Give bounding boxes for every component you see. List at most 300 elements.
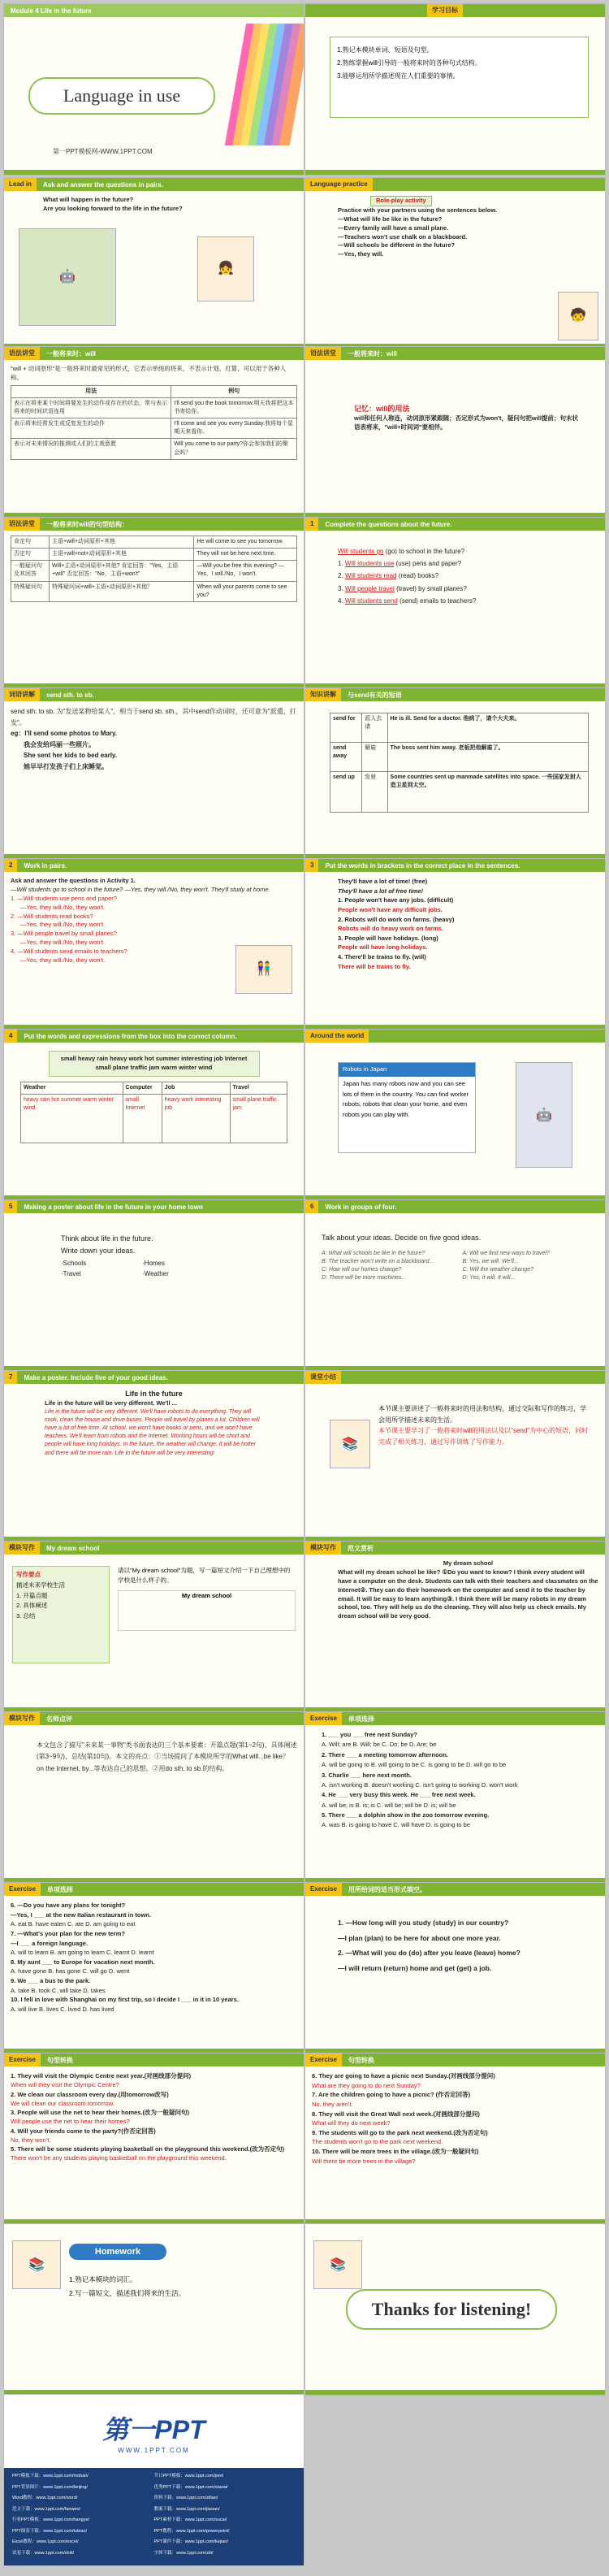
slide-heading: Make a poster. Include five of your good ideas.	[24, 1373, 168, 1381]
table-cell: send for	[330, 713, 362, 743]
table-cell: When will your parents come to see you?	[194, 581, 297, 601]
example: —Will students go to school in the future? —Yes, they will./No, they won't. They'll study at home.	[11, 885, 270, 893]
instruction: Ask and answer the questions in Activity 1.	[11, 877, 136, 884]
question-line: 5. There ___ a dolphin show in the zoo tomorrow evening.	[322, 1811, 490, 1819]
section-tag: 课堂小结	[305, 1371, 341, 1384]
answer-line: Will there be more trees in the village?	[312, 2157, 416, 2165]
idea-item: ·Schools	[61, 1259, 87, 1267]
options-line: A. take B. took C. will take D. takes	[11, 1986, 106, 1994]
example-line: 她早早打发孩子们上床睡觉。	[24, 762, 108, 770]
example-line: She sent her kids to bed early.	[24, 752, 117, 760]
question-line: 7. Are the children going to have a picnic? (作否定回答)	[312, 2091, 471, 2099]
table-cell: send up	[330, 772, 362, 813]
dialogue-grid	[322, 1250, 598, 1283]
summary-highlight: 本节课主要学习了一般将来时will的用法以及以"send"为中心的短语，同时完成了相关练习，通过写作训练了写作能力。	[378, 1427, 589, 1446]
usage-table	[11, 385, 297, 460]
link-item[interactable]: PPT教程：www.1ppt.com/powerpoint/	[153, 2528, 230, 2534]
slide-body	[11, 2071, 297, 2216]
idea-item: ·Travel	[61, 1270, 81, 1278]
answer-line: No, they won't.	[11, 2136, 51, 2144]
section-tag: 词语讲解	[4, 688, 40, 701]
table-cell: 主语+will+not+动词原形+其他	[50, 549, 194, 561]
slide-18	[304, 1370, 606, 1542]
slide-bar	[305, 2053, 605, 2066]
slide-4	[304, 177, 606, 349]
slide-bar	[305, 347, 605, 360]
slide-8	[304, 517, 606, 689]
question-line: 1. ___ you ___ free next Sunday?	[322, 1731, 417, 1738]
slide-heading: Complete the questions about the future.	[325, 520, 452, 528]
poster-text: Life in the future will be very different. We'll have robots to do everything. They will cook, clean the house and drive buses. People will travel by planes a lot. Children will have a lot of free time. At school, we won't have books or pens, and we won't have teachers. We'll learn from robots and the Internet. Working hours will be short and people will have long holidays. In the future, the weather will change. It will be hotter and there will be more rain. Life in the future will be very interesting!	[45, 1408, 260, 1456]
table-cell: He is ill. Send for a doctor. 他病了，请个大夫来。	[387, 713, 588, 743]
summary-box	[378, 1403, 589, 1447]
slide-14	[304, 1029, 606, 1201]
section-tag: 7	[4, 1371, 17, 1384]
slide-body	[338, 196, 598, 340]
slide-19	[3, 1541, 304, 1713]
item-line: 2. Robots will do work on farms. (heavy)	[338, 915, 455, 923]
robots-title: Robots in Japan	[339, 1063, 475, 1077]
table-cell: —Will you be free this evening? —Yes，I will./No，I won't.	[194, 561, 297, 581]
slide-bar	[4, 2053, 304, 2066]
slide-26	[304, 2053, 606, 2225]
section-tag: 2	[4, 859, 17, 872]
link-item[interactable]: 范文下载：www.1ppt.com/fanwen/	[12, 2506, 81, 2512]
link-item[interactable]: 节日PPT模板：www.1ppt.com/jieri/	[153, 2474, 224, 2478]
slide-heading: 范文赏析	[348, 1544, 374, 1552]
robot-image: 🤖	[516, 1062, 572, 1168]
answer-line: 2. —Will students read books?	[11, 912, 93, 920]
slide-24	[304, 1882, 606, 2054]
slide-body	[330, 713, 589, 851]
link-item[interactable]: PPT模板下载：www.1ppt.com/moban/	[12, 2474, 89, 2478]
answer-line: We will clean our classroom tomorrow.	[11, 2099, 114, 2107]
slide-25	[3, 2053, 304, 2225]
example-line: 我会发给玛丽一些照片。	[24, 740, 95, 748]
table-cell: 解雇	[362, 743, 387, 772]
table-cell: heavy work interesting job	[162, 1094, 230, 1143]
section-tag: Exercise	[305, 2053, 342, 2066]
logo-text: 第一PPT	[102, 2414, 205, 2444]
exercise-line: —I will return (return) home and get (get) a job.	[338, 1964, 492, 1973]
slide-23	[3, 1882, 304, 2054]
phrase-table	[330, 713, 589, 813]
answer-line: There won't be any students playing basketball on the playground this weekend.	[11, 2154, 227, 2162]
section-tag: Lead in	[4, 178, 37, 191]
dialogue-line: —What will life be like in the future?	[338, 215, 443, 223]
slide-bar	[305, 178, 605, 191]
slide-body	[20, 1047, 287, 1192]
slide-heading: 句型转换	[348, 2056, 374, 2064]
table-row	[11, 418, 297, 439]
instruction: Talk about your ideas. Decide on five good ideas.	[322, 1234, 482, 1242]
idea-item: ·Weather	[142, 1270, 169, 1278]
table-header: Computer	[123, 1082, 162, 1094]
slide-22	[304, 1711, 606, 1884]
writing-task	[118, 1566, 296, 1631]
question-line: 8. My aunt ___ to Europe for vacation next month.	[11, 1958, 155, 1966]
slide-bar	[305, 1200, 605, 1213]
link-item[interactable]: 资料下载：www.1ppt.com/ziliao/	[153, 2496, 218, 2500]
table-row	[11, 536, 297, 549]
table-cell: 派人去请	[362, 713, 387, 743]
answer-line: The students won't go to the park next weekend.	[312, 2138, 443, 2146]
answer-line: 1. —Will students use pens and paper?	[11, 894, 117, 902]
answer-line: 2. Will students read (read) books?	[338, 572, 439, 580]
link-item[interactable]: Word教程：www.1ppt.com/word/	[12, 2496, 78, 2500]
table-cell: I'll send you the book tomorrow.明天我将把这本书寄给你。	[171, 397, 297, 418]
answer: Will students go	[338, 548, 384, 555]
section-tag: Exercise	[305, 1883, 342, 1896]
answer-line: What will they do next week?	[312, 2119, 391, 2127]
question-text: (use) pens and paper?	[395, 560, 462, 568]
slide-heading: 与send有关的短语	[348, 691, 402, 699]
thanks-text: Thanks for listening!	[371, 2299, 532, 2319]
exercise-line: 2. —What will you do (do) after you leave (leave) home?	[338, 1949, 520, 1958]
options-line: A. Will; are B. Will; be C. Do; be D. Are; be	[322, 1741, 437, 1749]
question-line: 6. They are going to have a picnic next Sunday.(对画线部分提问)	[312, 2072, 495, 2079]
slide-body	[338, 545, 598, 680]
slide-heading: Work in groups of four.	[325, 1203, 397, 1211]
slide-heading: 句型转换	[46, 2056, 73, 2064]
books-image: 📚	[313, 2240, 362, 2289]
memory-title: 记忆：will的用法	[354, 405, 410, 413]
objective-item: 3.能够运用所学描述现在人们重要的事情。	[337, 72, 460, 80]
answer: Will students read	[344, 572, 397, 580]
table-cell: 一般疑问句及其回答	[11, 561, 50, 581]
slide-heading: 单项选择	[46, 1885, 73, 1893]
section-tag: 4	[4, 1030, 17, 1043]
question-line: 10. I fell in love with Shanghai on my first trip, so I decide I ___ in it in 10 years.	[11, 1996, 239, 2004]
answer-line: —Yes, they will./No, they won't.	[20, 921, 106, 929]
dialogue-line: C: How will our homes change?	[322, 1267, 402, 1273]
slide-footer	[4, 170, 304, 175]
answer-line: People will have long holidays.	[338, 943, 428, 952]
slide-body	[45, 1389, 263, 1533]
slide-heading: Ask and answer the questions in pairs.	[43, 180, 164, 189]
section-tag: Language practice	[305, 178, 373, 191]
slide-28	[304, 2223, 606, 2396]
slide-heading: 用所给词的适当形式填空。	[348, 1885, 426, 1893]
section-tag: 语法讲堂	[305, 347, 341, 360]
question-line: 4. Will your friends come to the party?(作否定回答)	[11, 2127, 156, 2135]
dialogue-line: D: Yes, it will. It will...	[462, 1275, 516, 1281]
section-tag: 知识讲解	[305, 688, 341, 701]
question-line: 2. We clean our classroom every day.(用tomorrow改写)	[11, 2090, 169, 2098]
slide-13	[3, 1029, 304, 1201]
essay-text: What will my dream school be like? ①Do you want to know? I think every student will have a computer on the desk. Students can talk with their teachers and classmates on the Internet②. They can do their homework on the computer and send it to the teacher by email. It will be easy to learn anything③. I think there will be many robots in my dream school, too. They will help us do the cleaning. They will also help us check emails. My dream school will be very good.	[338, 1568, 598, 1620]
table-row	[11, 581, 297, 601]
point-item: 1. 开篇点题	[16, 1591, 48, 1599]
table-header: 用法	[11, 385, 171, 397]
dialogue-line: —Will schools be different in the future?	[338, 241, 456, 249]
options-line: A. will be going to B. will going to be C. is going to be D. will go to be	[322, 1761, 507, 1769]
link-item[interactable]: 优秀PPT下载：www.1ppt.com/xiazai/	[153, 2484, 228, 2490]
slide-bar	[4, 1030, 304, 1043]
exercise-line: 1. —How long will you study (study) in our country?	[338, 1919, 509, 1927]
example-line: eg：I'll send some photos to Mary.	[11, 730, 118, 738]
table-cell: I'll come and see you every Sunday.我将每个星期天来看你。	[171, 418, 297, 439]
slide-bar	[4, 688, 304, 701]
thanks-box	[346, 2289, 557, 2330]
robots-box	[338, 1062, 476, 1153]
structure-table	[11, 536, 297, 602]
question-line: 2. There ___ a meeting tomorrow afternoon.	[322, 1750, 448, 1759]
links-panel	[4, 2468, 304, 2565]
table-row	[11, 561, 297, 581]
slide-bar	[305, 1712, 605, 1725]
item-line: 4. There'll be trains to fly. (will)	[338, 953, 426, 961]
link-item[interactable]: Excel教程：www.1ppt.com/excel/	[12, 2539, 79, 2544]
slide-27	[3, 2223, 304, 2396]
table-cell: 特殊疑问词+will+主语+动词原形+其他？	[50, 581, 194, 601]
slide-body	[61, 1233, 297, 1363]
table-cell: They will not be here next time.	[194, 549, 297, 561]
table-header: Weather	[21, 1082, 123, 1094]
question-line: 3. Charlie ___ here next month.	[322, 1771, 412, 1779]
question-text: (read) books?	[398, 572, 439, 580]
slide-heading: 单项选择	[348, 1715, 374, 1723]
table-cell: Some countries sent up manmade satellites into space. 一些国家发射人造卫星到太空。	[387, 772, 588, 813]
section-tag: 1	[305, 518, 318, 531]
link-item[interactable]: 试卷下载：www.1ppt.com/shiti/	[12, 2550, 75, 2556]
title-box	[28, 77, 215, 115]
question-line: 3. People will use the net to hear their homes.(改为一般疑问句)	[11, 2109, 190, 2116]
answer-line: No, they aren't.	[312, 2100, 353, 2108]
slide-bar	[4, 1712, 304, 1725]
table-header: Travel	[230, 1082, 287, 1094]
table-cell: small Internet	[123, 1094, 162, 1143]
link-item[interactable]: 教案下载：www.1ppt.com/jiaoan/	[153, 2506, 220, 2512]
slide-10	[304, 687, 606, 860]
slide-body	[11, 706, 297, 851]
answer: Will people travel	[344, 584, 395, 592]
slide-body	[338, 877, 598, 1021]
slide-bar	[4, 1371, 304, 1384]
slide-body	[11, 877, 297, 1021]
dialogue-line: —Teachers won't use chalk on a blackboard.	[338, 232, 468, 241]
dialogue-line: —Yes, they will.	[338, 250, 384, 258]
section-tag: 模块写作	[305, 1542, 341, 1555]
slide-body	[11, 365, 297, 510]
table-row	[21, 1094, 287, 1143]
slide-bar	[305, 1371, 605, 1384]
slide-11	[3, 858, 304, 1030]
question-line: 8. They will visit the Great Wall next week.(对画线部分提问)	[312, 2110, 480, 2118]
question-line: 4. He ___ very busy this week. He ___ free next week.	[322, 1791, 476, 1799]
table-row	[11, 439, 297, 459]
options-line: A. will to learn B. am going to learn C. learnt D. learnt	[11, 1949, 154, 1957]
table-row	[11, 397, 297, 418]
answer-line: —Yes, they will./No, they won't.	[20, 903, 106, 911]
slide-bar	[4, 518, 304, 531]
slide-9	[3, 687, 304, 860]
slide-body	[11, 1901, 297, 2045]
slide-15	[3, 1199, 304, 1372]
question-line: 7. —What's your plan for the new term?	[11, 1929, 125, 1937]
slide-bar	[305, 688, 605, 701]
essay-title: My dream school	[443, 1559, 494, 1567]
question-line: 9. We ___ a bus to the park.	[11, 1977, 91, 1984]
slide-heading: 一般将来时：will	[348, 349, 397, 358]
table-cell: 表示在将来某个时间将要发生的动作或存在的状态，常与表示将来的时间状语连用	[11, 397, 171, 418]
section-tag: 6	[305, 1200, 318, 1213]
intro-text: Practice with your partners using the sentences below.	[338, 206, 498, 214]
answer-line: When will they visit the Olympic Centre?	[11, 2081, 119, 2089]
answer: Will students use	[344, 560, 395, 568]
homework-banner: Homework	[69, 2244, 166, 2260]
answer-line: 3. Will people travel (travel) by small planes?	[338, 584, 467, 592]
slide-bar	[305, 1542, 605, 1555]
slide-body	[322, 1730, 598, 1875]
question-text: (travel) by small planes?	[396, 584, 467, 592]
slide-body	[338, 1559, 598, 1704]
section-tag: 语法讲堂	[4, 347, 40, 360]
question-line: —I ___ a foreign language.	[11, 1939, 89, 1947]
question-line: 1. They will visit the Olympic Centre next year.(对画线部分提问)	[11, 2072, 192, 2079]
link-item[interactable]: 字体下载：www.1ppt.com/ziti/	[153, 2550, 214, 2556]
slide-3	[3, 177, 304, 349]
table-row	[330, 772, 589, 813]
robot-image: 🤖	[19, 228, 116, 326]
table-cell: heavy rain hot summer warm winter wind	[21, 1094, 123, 1143]
table-cell: The boss sent him away. 老板把他解雇了。	[387, 743, 588, 772]
slide-29	[3, 2394, 304, 2566]
slide-20	[304, 1541, 606, 1713]
homework-list	[69, 2273, 287, 2301]
logo-url: WWW.1PPT.COM	[118, 2446, 190, 2454]
slide-bar	[4, 178, 304, 191]
ideas-grid	[61, 1258, 297, 1280]
question-line: —Yes, I ___ at the new Italian restaurant in town.	[11, 1910, 151, 1919]
slide-bar	[4, 1542, 304, 1555]
slide-body	[354, 404, 581, 510]
slide-footer	[305, 2390, 605, 2395]
grammar-text: "will + 动词原形"是一般将来时最常见的形式，它表示单纯的将来，不表示计划、打算，可以用于各种人称。	[11, 365, 287, 381]
dialogue-line: A: Will we find new ways to travel?	[462, 1251, 550, 1257]
module-label: Module 4 Life in the future	[11, 7, 92, 15]
point-item: 3. 总结	[16, 1612, 36, 1620]
section-tag: Around the world	[305, 1030, 369, 1043]
points-title: 写作要点	[16, 1571, 41, 1578]
slide-bar	[305, 1883, 605, 1896]
cartoon-image: 🧒	[558, 292, 598, 340]
dialogue-line: C: Will the weather change?	[462, 1267, 533, 1273]
slide-heading: My dream school	[46, 1544, 100, 1552]
answer-line: There will be trains to fly.	[338, 962, 411, 970]
word-table	[20, 1082, 287, 1143]
word-box: small heavy rain heavy work hot summer interesting job Internet small plane traffic jam warm winter wind	[49, 1051, 260, 1077]
slide-heading: 一般将来时：will	[46, 349, 96, 358]
section-tag: 语法讲堂	[4, 518, 40, 531]
slide-bar	[4, 1200, 304, 1213]
slide-16	[304, 1199, 606, 1372]
kids-image: 👫	[235, 945, 292, 994]
slide-21	[3, 1711, 304, 1884]
slide-heading: 一般将来时will的句型结构：	[46, 520, 128, 528]
slide-1	[3, 3, 304, 176]
table-cell: 否定句	[11, 549, 50, 561]
homework-item: 2.写一篇短文，描述我们将来的生活。	[69, 2289, 186, 2297]
section-tag: 模块写作	[4, 1712, 40, 1725]
slide-5	[3, 346, 304, 518]
table-row	[11, 549, 297, 561]
writing-points	[12, 1566, 110, 1663]
dialogue-line: B: The teacher won't write on a blackboard...	[322, 1259, 434, 1265]
table-cell: Will you come to our party?你会参加我们的聚会吗？	[171, 439, 297, 459]
question-2: Are you looking forward to the life in the future?	[43, 204, 183, 212]
slide-footer	[305, 170, 605, 175]
slide-7	[3, 517, 304, 689]
slide-body	[11, 536, 297, 680]
link-item[interactable]: PPT课件下载：www.1ppt.com/kejian/	[153, 2539, 228, 2544]
table-header: Job	[162, 1082, 230, 1094]
table-cell: 表示将来经常发生或反复发生的动作	[11, 418, 171, 439]
slide-heading: 名师点评	[46, 1715, 72, 1723]
slide-body	[338, 1915, 598, 2045]
question-1: What will happen in the future?	[43, 196, 134, 203]
idea-item: ·Homes	[142, 1259, 166, 1267]
slide-bar	[4, 859, 304, 872]
example-line: They'll have a lot of time! (free)	[338, 878, 428, 885]
section-tag: Exercise	[305, 1712, 342, 1725]
poster-title: Life in the future	[125, 1390, 183, 1398]
table-cell: send away	[330, 743, 362, 772]
table-cell: 发射	[362, 772, 387, 813]
site-text: 第一PPT模板网-WWW.1PPT.COM	[53, 148, 153, 155]
dialogue-line: B: Yes, we will. We'll...	[462, 1259, 519, 1265]
slide-bar	[305, 518, 605, 531]
slide-bar	[4, 347, 304, 360]
link-item[interactable]: 行业PPT模板：www.1ppt.com/hangye/	[12, 2517, 90, 2522]
link-item[interactable]: PPT图表下载：www.1ppt.com/tubiao/	[12, 2528, 88, 2534]
answer-line: —Yes, they will./No, they won't.	[20, 956, 106, 964]
section-tag: 学习目标	[427, 4, 463, 17]
options-line: A. isn't working B. doesn't working C. isn't going to working D. won't work	[322, 1780, 518, 1789]
prompt-line: Think about life in the future.	[61, 1234, 153, 1242]
table-header: 例句	[171, 385, 297, 397]
slide-heading: Making a poster about life in the future in your home town	[24, 1203, 203, 1211]
books-image: 📚	[12, 2240, 61, 2289]
slide-bar	[4, 4, 304, 17]
answer-line: 4. —Will students send emails to teachers?	[11, 948, 127, 955]
sample-title: My dream school	[118, 1590, 296, 1631]
explanation-text: send sth. to sb. 为"发送某物给某人"，相当于send sb. sth.，其中send作动词时，还可意为"派遣，打发"。	[11, 708, 296, 726]
point-item: 描述未来学校生活	[16, 1581, 65, 1589]
logo-block	[4, 2395, 304, 2468]
answer: Will students send	[344, 596, 398, 605]
answer-line: 4. Will students send (send) emails to teachers?	[338, 596, 477, 605]
table-row	[330, 713, 589, 743]
question-line: 6. —Do you have any plans for tonight?	[11, 1902, 126, 1909]
table-cell: He will come to see you tomorrow.	[194, 536, 297, 549]
objectives-box	[330, 37, 589, 118]
table-cell: small plane traffic jam	[230, 1094, 287, 1143]
link-item[interactable]: PPT素材下载：www.1ppt.com/sucai/	[153, 2517, 227, 2522]
answer-line: Will people use the net to hear their homes?	[11, 2118, 130, 2126]
memory-text: will和任何人称连，动词原形紧跟随；否定形式为won't，疑问句把will提前；句末状语表将来，"will+时间词"要相伴。	[354, 414, 578, 431]
link-item[interactable]: PPT背景图片：www.1ppt.com/beijing/	[12, 2484, 88, 2490]
slide-heading: Work in pairs.	[24, 861, 67, 870]
question-line: 9. The students will go to the park next weekend.(改为否定句)	[312, 2128, 488, 2136]
objective-item: 1.熟记本模块单词、短语及句型。	[337, 46, 434, 54]
question-line: 10. There will be more trees in the village.(改为一般疑问句)	[312, 2148, 479, 2155]
homework-item: 1.熟记本模块的词汇。	[69, 2275, 137, 2283]
table-cell: 表示对未来情况的推测或人们的主观意愿	[11, 439, 171, 459]
example-line: They'll have a lot of free time!	[338, 887, 424, 895]
role-play-label: Role-play activity	[370, 196, 432, 206]
section-tag: 5	[4, 1200, 17, 1213]
